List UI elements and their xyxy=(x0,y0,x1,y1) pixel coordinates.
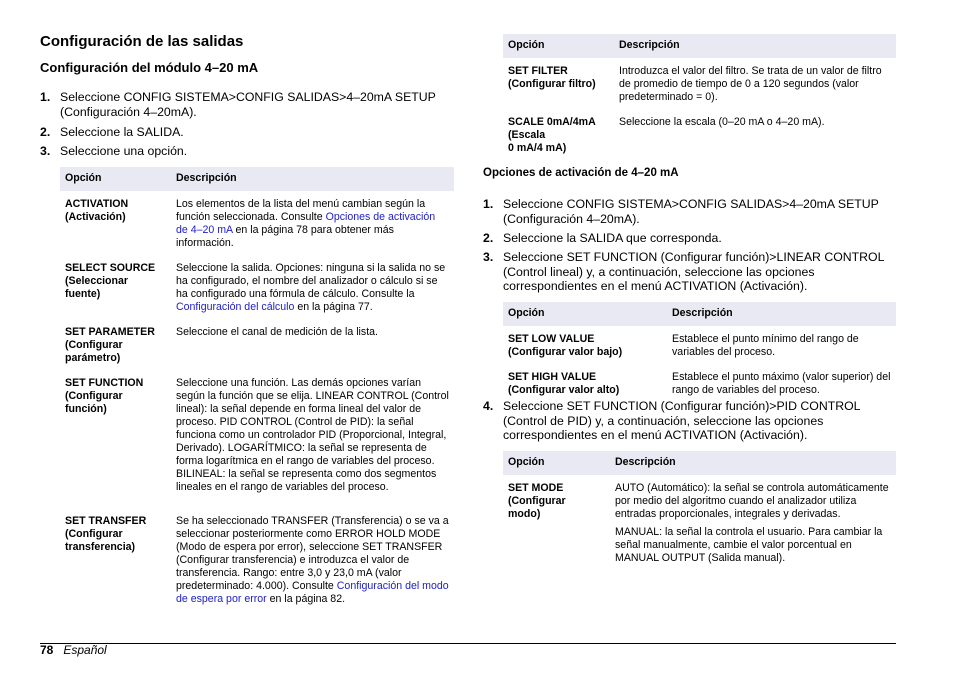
option-description: Establece el punto máximo (valor superior) del rango de variables del proceso. xyxy=(672,371,891,396)
step-2 xyxy=(40,125,454,140)
link-calculation-config[interactable]: Configuración del cálculo xyxy=(176,301,295,313)
footer-language: Español xyxy=(63,643,107,657)
option-name: SET PARAMETER (Configurar parámetro) xyxy=(65,326,155,364)
description-text: en la página 82. xyxy=(266,593,346,605)
option-description: Seleccione una función. Las demás opciones varían según la función que se elija. LINEAR CONTROL (Control lineal): la señal depende en forma lineal del valor de proceso. PID CONTROL (Control de PID): la señal funciona como un controlador PID (Proporcional, Integral, Derivado). LOGARÍTMICO: la señal se representa de forma logarítmica en el rango de variables del proceso. BILINEAL: la señal se representa como dos segmentos lineales en el rango de variables del proceso. xyxy=(176,377,449,493)
column-header-description: Descripción xyxy=(614,34,896,58)
options-table-pid xyxy=(503,451,896,575)
footer-divider xyxy=(40,643,896,644)
option-description: Establece el punto mínimo del rango de variables del proceso. xyxy=(672,333,859,358)
option-description xyxy=(171,508,454,611)
option-description xyxy=(171,191,454,255)
option-name: ACTIVATION (Activación) xyxy=(65,198,129,223)
subsection-title: Opciones de activación de 4–20 mA xyxy=(483,167,679,179)
column-header-description: Descripción xyxy=(610,451,896,475)
description-paragraph-manual: MANUAL: la señal la controla el usuario. Para cambiar la señal manualmente, cambie el valor porcentual en MANUAL OUTPUT (Salida manual). xyxy=(615,526,883,564)
column-header-description: Descripción xyxy=(171,167,454,191)
table-row xyxy=(60,508,454,611)
options-table-linear xyxy=(503,302,896,402)
table-header-row xyxy=(60,167,454,191)
description-text: en la página 78 para obtener más información. xyxy=(176,224,394,249)
column-header-option: Opción xyxy=(503,302,667,326)
option-name: SET LOW VALUE (Configurar valor bajo) xyxy=(508,333,623,358)
step-1 xyxy=(483,197,896,226)
description-text: Los elementos de la lista del menú cambian según la función seleccionada. Consulte xyxy=(176,198,426,223)
page-number: 78 xyxy=(40,643,54,657)
description-text: Se ha seleccionado TRANSFER (Transferencia) o se va a seleccionar posteriormente como ERROR HOLD MODE (Modo de espera por error), seleccione SET TRANSFER (Configurar transferencia) e introduzca el valor de transferencia. Rango: entre 3,0 y 23,0 mA (valor predeterminado: 4.000). Consulte xyxy=(176,515,449,592)
option-description: Introduzca el valor del filtro. Se trata de un valor de filtro de promedio de tiempo de 0 a 120 segundos (valor predeterminado = 0). xyxy=(619,65,882,103)
table-row xyxy=(60,255,454,319)
description-text: Seleccione la salida. Opciones: ninguna si la salida no se ha configurado, el nombre del analizador o cálculo si se ha configurado una fórmula de cálculo. Consulte la xyxy=(176,262,446,300)
option-name: SET HIGH VALUE (Configurar valor alto) xyxy=(508,371,620,396)
link-activation-options[interactable]: Opciones de activación de 4–20 mA xyxy=(176,211,436,236)
table-row xyxy=(503,58,896,109)
step-number: 3. xyxy=(40,144,51,158)
step-text: Seleccione CONFIG SISTEMA>CONFIG SALIDAS>4–20mA SETUP (Configuración 4–20mA). xyxy=(503,197,879,226)
step-number: 1. xyxy=(40,90,51,104)
step-text: Seleccione SET FUNCTION (Configurar función)>LINEAR CONTROL (Control lineal) y, a continuación, seleccione las opciones correspondientes en el menú ACTIVATION (Activación). xyxy=(503,250,884,293)
option-name: SET FUNCTION (Configurar función) xyxy=(65,377,144,415)
step-number: 4. xyxy=(483,399,494,413)
table-row xyxy=(60,370,454,508)
step-1 xyxy=(40,90,454,119)
step-text: Seleccione la SALIDA. xyxy=(60,125,184,139)
option-name: SCALE 0mA/4mA (Escala 0 mA/4 mA) xyxy=(508,116,596,154)
table-row xyxy=(503,109,896,160)
step-number: 3. xyxy=(483,250,494,264)
table-row xyxy=(60,191,454,255)
table-header-row xyxy=(503,302,896,326)
step-3 xyxy=(483,250,896,294)
option-description: Seleccione la escala (0–20 mA o 4–20 mA). xyxy=(619,116,825,128)
step-4 xyxy=(483,399,896,443)
subsection-title: Configuración del módulo 4–20 mA xyxy=(40,60,259,75)
step-number: 1. xyxy=(483,197,494,211)
section-title: Configuración de las salidas xyxy=(40,33,244,50)
option-name: SET MODE (Configurar modo) xyxy=(508,482,566,520)
option-name: SELECT SOURCE (Seleccionar fuente) xyxy=(65,262,156,300)
table-row xyxy=(503,475,896,575)
page-footer xyxy=(40,643,107,657)
step-text: Seleccione CONFIG SISTEMA>CONFIG SALIDAS>4–20mA SETUP (Configuración 4–20mA). xyxy=(60,90,436,119)
table-row xyxy=(60,319,454,370)
option-name: SET FILTER (Configurar filtro) xyxy=(508,65,596,90)
table-header-row xyxy=(503,451,896,475)
column-header-option: Opción xyxy=(503,451,610,475)
options-table xyxy=(60,167,454,611)
step-text: Seleccione la SALIDA que corresponda. xyxy=(503,231,722,245)
option-description: Seleccione el canal de medición de la lista. xyxy=(176,326,378,338)
step-text: Seleccione una opción. xyxy=(60,144,188,158)
step-3 xyxy=(40,144,454,159)
column-header-option: Opción xyxy=(503,34,614,58)
column-header-option: Opción xyxy=(60,167,171,191)
table-row xyxy=(503,364,896,402)
option-name: SET TRANSFER (Configurar transferencia) xyxy=(65,515,147,553)
column-header-description: Descripción xyxy=(667,302,896,326)
description-text: en la página 77. xyxy=(294,301,373,313)
option-description xyxy=(610,475,896,575)
step-2 xyxy=(483,231,896,246)
table-row xyxy=(503,326,896,364)
table-header-row xyxy=(503,34,896,58)
step-number: 2. xyxy=(40,125,51,139)
link-error-hold-config[interactable]: Configuración del modo de espera por error xyxy=(176,580,449,605)
options-table-top xyxy=(503,34,896,160)
option-description xyxy=(171,255,454,319)
step-number: 2. xyxy=(483,231,494,245)
description-paragraph-auto: AUTO (Automático): la señal se controla automáticamente por medio del algoritmo cuando el analizador utiliza entradas proporcionales, integrales y derivadas. xyxy=(615,482,889,520)
step-text: Seleccione SET FUNCTION (Configurar función)>PID CONTROL (Control de PID) y, a continuación, seleccione las opciones correspondientes en el menú ACTIVATION (Activación). xyxy=(503,399,861,442)
